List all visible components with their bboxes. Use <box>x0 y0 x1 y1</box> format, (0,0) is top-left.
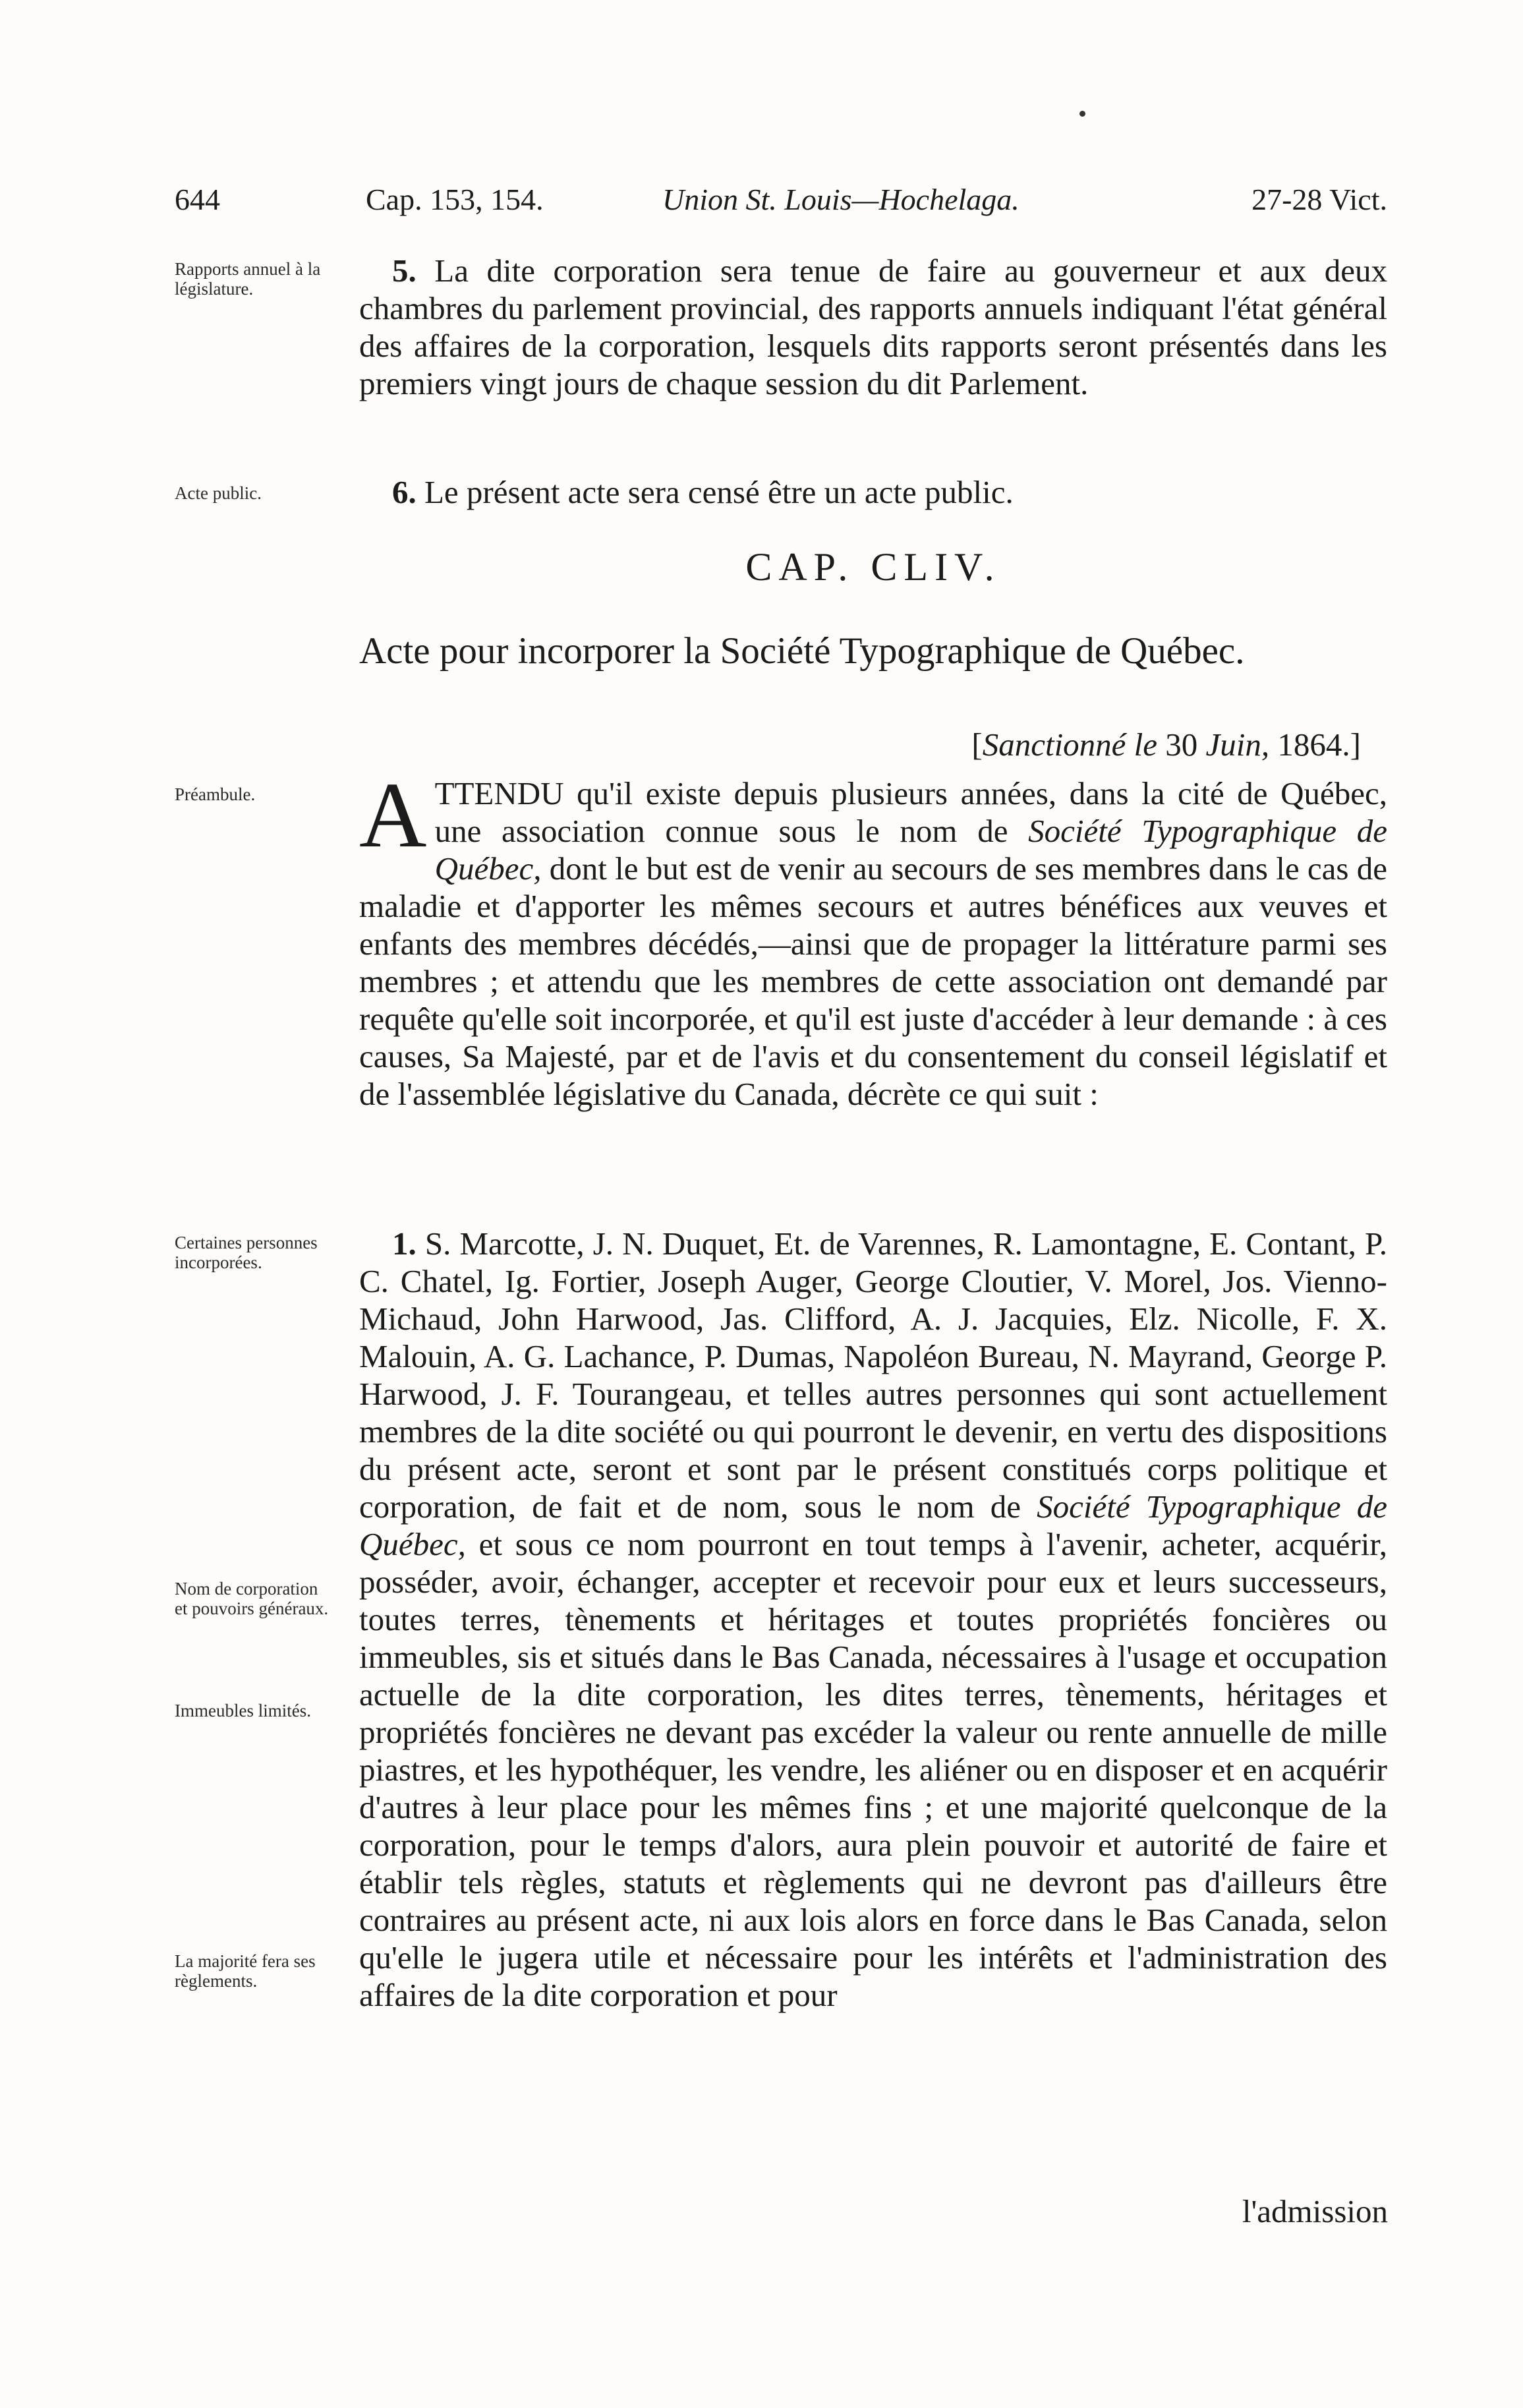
section-5 <box>359 252 1387 402</box>
catchword: l'admission <box>1242 2193 1388 2229</box>
printer-mark <box>1079 111 1085 117</box>
section-1-text-2: et sous ce nom pourront en tout temps à l'avenir, acheter, acquérir, posséder, avoir, échanger, accepter et recevoir pour eux et leurs successeurs, toutes terres, tènements et héritages et toutes propriétés foncières ou immeubles, sis et situés dans le Bas Canada, nécessaires à l'usage et occupation actuelle de la dite corporation, les dites terres, tènements, héritages et propriétés foncières ne devant pas excéder la valeur ou rente annuelle de mille piastres, et les hypothéquer, les vendre, les aliéner ou en disposer et en acquérir d'autres à leur place pour les mêmes fins ; et une majorité quelconque de la corporation, pour le temps d'alors, aura plein pouvoir et autorité de faire et établir tels règles, statuts et règlements qui ne devront pas d'ailleurs être contraires au présent acte, ni aux lois alors en force dans le Bas Canada, selon qu'elle le jugera utile et nécessaire pour les intérêts et l'administration des affaires de la dite corporation et pour <box>359 1526 1387 2013</box>
margin-note-certaines: Certaines personnes incorporées. <box>175 1233 318 1272</box>
section-5-number: 5. <box>392 252 417 289</box>
section-1-number: 1. <box>392 1225 417 1262</box>
section-6 <box>359 473 1387 511</box>
section-1 <box>359 1225 1387 2014</box>
preamble-text-1: TTENDU qu'il existe depuis plusieurs années, dans la cité de Québec, une association connue sous le nom de <box>434 775 1387 849</box>
margin-note-rapports: Rapports annuel à la législature. <box>175 259 321 299</box>
society-name: Société Typographique de Québec, <box>434 813 1387 887</box>
section-5-text: La dite corporation sera tenue de faire au gouverneur et aux deux chambres du parlement provincial, des rapports annuels indiquant l'état général des affaires de la corporation, lesquels dits rapports seront présentés dans les premiers vingt jours de chaque session du dit Parlement. <box>359 252 1387 401</box>
act-name: Union St. Louis—Hochelaga. <box>662 183 1020 216</box>
margin-note-immeubles: Immeubles limités. <box>175 1701 311 1720</box>
page-number: 644 <box>175 183 220 216</box>
running-header <box>175 177 1387 223</box>
drop-cap: A <box>359 763 427 867</box>
margin-note-acte-public: Acte public. <box>175 483 262 503</box>
chapter-reference: Cap. 153, 154. <box>366 183 544 216</box>
margin-note-nom: Nom de corporation et pouvoirs généraux. <box>175 1579 329 1618</box>
act-title: Acte pour incorporer la Société Typographique de Québec. <box>359 630 1245 672</box>
society-name: Société Typographique de Québec, <box>359 1488 1387 1562</box>
section-6-text: Le présent acte sera censé être un acte public. <box>424 474 1014 510</box>
preamble <box>359 763 1387 1113</box>
section-6-number: 6. <box>392 474 417 510</box>
preamble-text-2: dont le but est de venir au secours de ses membres dans le cas de maladie et d'apporter les mêmes secours et autres bénéfices aux veuves et enfants des membres décédés,—ainsi que de propager la littérature parmi ses membres ; et attendu que les membres de cette association ont demandé par requête qu'elle soit incorporée, et qu'il est juste d'accéder à leur demande : à ces causes, Sa Majesté, par et de l'avis et du consentement du conseil législatif et de l'assemblée législative du Canada, décrète ce qui suit : <box>359 850 1387 1112</box>
margin-note-preambule: Préambule. <box>175 784 256 804</box>
margin-note-majorite: La majorité fera ses règlements. <box>175 1951 316 1991</box>
regnal-year: 27-28 Vict. <box>1251 183 1387 216</box>
section-1-text-1: S. Marcotte, J. N. Duquet, Et. de Varennes, R. Lamontagne, E. Contant, P. C. Chatel, Ig. Fortier, Joseph Auger, George Cloutier, V. Morel, Jos. Vienno-Michaud, John Harwood, Jas. Clifford, A. J. Jacquies, Elz. Nicolle, F. X. Malouin, A. G. Lachance, P. Dumas, Napoléon Bureau, N. Mayrand, George P. Harwood, J. F. Tourangeau, et telles autres personnes qui sont actuellement membres de la dite société ou qui pourront le devenir, en vertu des dispositions du présent acte, seront et sont par le présent constitués corps politique et corporation, de fait et de nom, sous le nom de <box>359 1225 1388 1525</box>
chapter-heading: CAP. CLIV. <box>745 545 1001 589</box>
sanction-date: [Sanctionné le 30 Juin, 1864.] <box>971 726 1361 763</box>
